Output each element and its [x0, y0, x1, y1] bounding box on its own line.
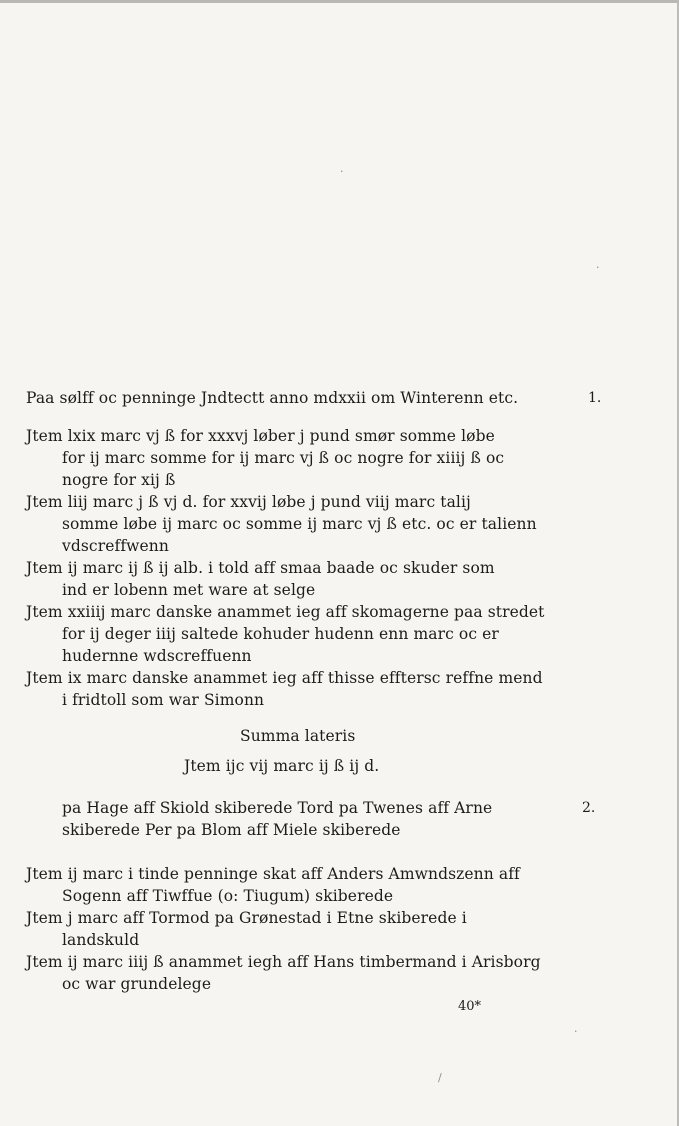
entry-line: landskuld	[62, 931, 140, 949]
entry-line: vdscreffwenn	[62, 537, 169, 555]
paper-speck: /	[438, 1071, 442, 1084]
entry-line: for ij deger iiij saltede kohuder hudenn enn marc oc er	[62, 625, 499, 643]
entry-line: Jtem lxix marc vj ß for xxxvj løber j pund smør somme løbe	[26, 427, 495, 445]
entry-line: nogre for xij ß	[62, 471, 176, 489]
entry-line: Sogenn aff Tiwffue (o: Tiugum) skiberede	[62, 887, 394, 905]
margin-number-1: 1.	[588, 390, 602, 406]
entry-line: ind er lobenn met ware at selge	[62, 581, 316, 599]
entry-line: Jtem ij marc i tinde penninge skat aff Anders Amwndszenn aff	[26, 865, 520, 883]
entry-line: Jtem j marc aff Tormod pa Grønestad i Etne skiberede i	[26, 909, 467, 927]
entry-line: Jtem liij marc j ß vj d. for xxvij løbe j pund viij marc talij	[26, 493, 471, 511]
entry-line: oc war grundelege	[62, 975, 212, 993]
margin-number-2: 2.	[582, 800, 596, 816]
section-2-line: skiberede Per pa Blom aff Miele skiberede	[62, 821, 401, 839]
section-2-line: pa Hage aff Skiold skiberede Tord pa Twenes aff Arne	[62, 799, 493, 817]
summa-label: Summa lateris	[240, 727, 356, 745]
entry-line: i fridtoll som war Simonn	[62, 691, 265, 709]
entry-line: hudernne wdscreffuenn	[62, 647, 252, 665]
entry-line: for ij marc somme for ij marc vj ß oc nogre for xiiij ß oc	[62, 449, 505, 467]
page-heading: Paa sølff oc penninge Jndtectt anno mdxxii om Winterenn etc.	[26, 389, 519, 407]
entry-line: Jtem xxiiij marc danske anammet ieg aff skomagerne paa stredet	[26, 603, 545, 621]
entry-line: Jtem ij marc iiij ß anammet iegh aff Hans timbermand i Arisborg	[26, 953, 541, 971]
folio-number: 40*	[458, 999, 482, 1014]
entry-line: somme løbe ij marc oc somme ij marc vj ß etc. oc er talienn	[62, 515, 537, 533]
entry-line: Jtem ix marc danske anammet ieg aff thisse efftersc reffne mend	[26, 669, 543, 687]
paper-speck: ·	[574, 1025, 578, 1038]
paper-speck: ·	[596, 261, 600, 274]
summa-total: Jtem ijc vij marc ij ß ij d.	[184, 757, 380, 775]
paper-speck: ·	[340, 165, 344, 178]
entry-line: Jtem ij marc ij ß ij alb. i told aff smaa baade oc skuder som	[26, 559, 495, 577]
